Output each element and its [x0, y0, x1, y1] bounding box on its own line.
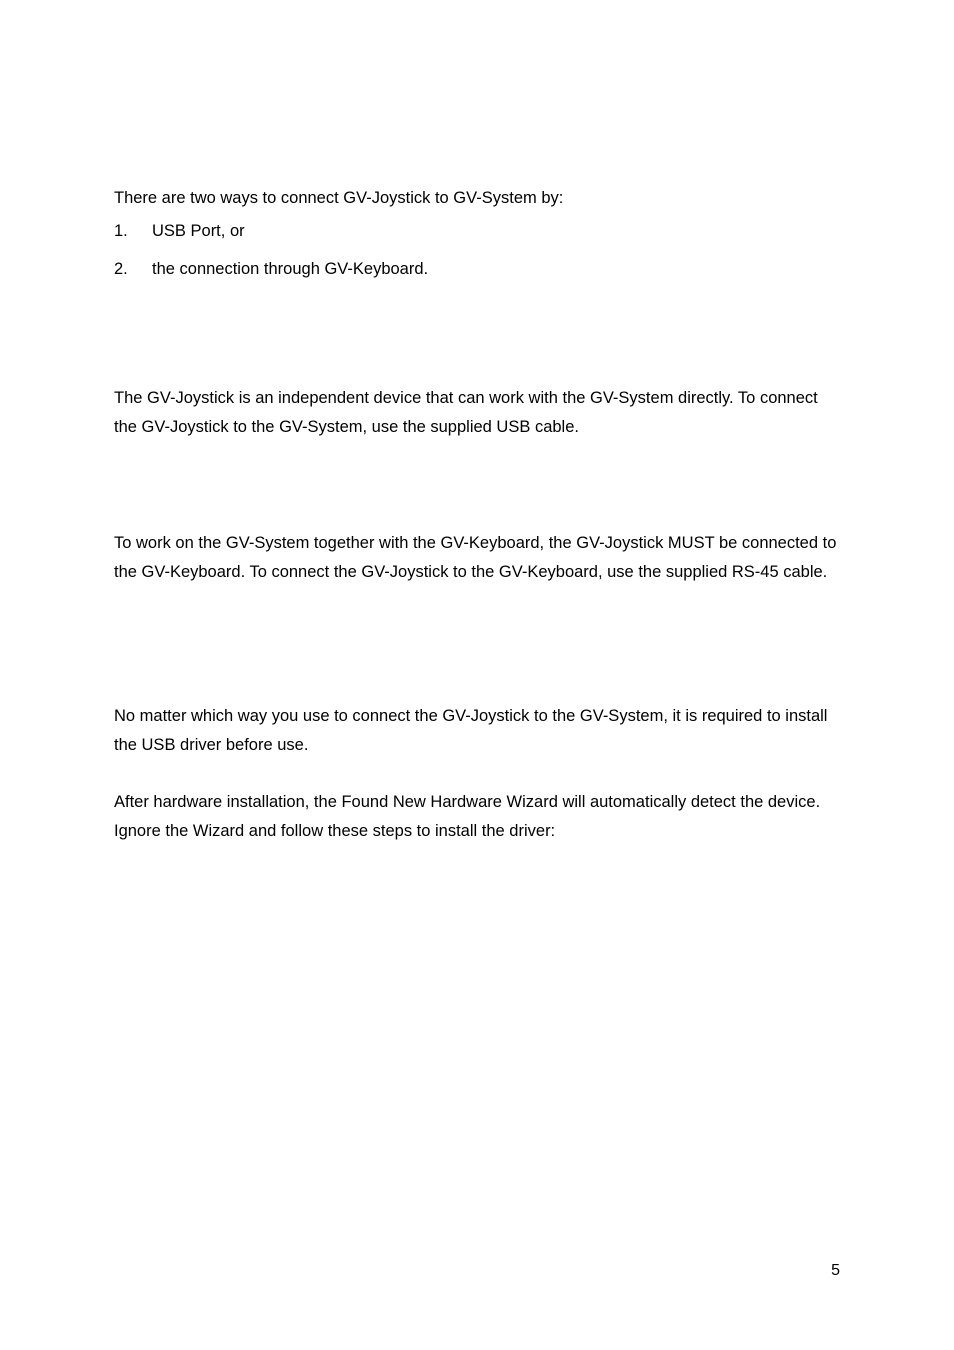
list-item — [114, 255, 839, 284]
list-text: the connection through GV-Keyboard. — [152, 260, 429, 278]
usb-connection-paragraph: The GV-Joystick is an independent device that can work with the GV-System directly. To connect the GV-Joystick to the GV-System, use the supplied USB cable. — [114, 389, 818, 436]
wizard-paragraph: After hardware installation, the Found New Hardware Wizard will automatically detect the device. Ignore the Wizard and follow these steps to install the driver: — [114, 793, 821, 840]
list-number: 2. — [114, 260, 128, 278]
list-item — [114, 217, 839, 246]
page-number: 5 — [831, 1262, 840, 1279]
keyboard-connection-paragraph: To work on the GV-System together with the GV-Keyboard, the GV-Joystick MUST be connected to the GV-Keyboard. To connect the GV-Joystick to the GV-Keyboard, use the supplied RS-45 cable. — [114, 534, 837, 581]
intro-paragraph: There are two ways to connect GV-Joystick to GV-System by: — [114, 189, 564, 207]
driver-requirement-paragraph: No matter which way you use to connect the GV-Joystick to the GV-System, it is required to install the USB driver before use. — [114, 707, 828, 754]
list-text: USB Port, or — [152, 222, 245, 240]
list-number: 1. — [114, 222, 128, 240]
